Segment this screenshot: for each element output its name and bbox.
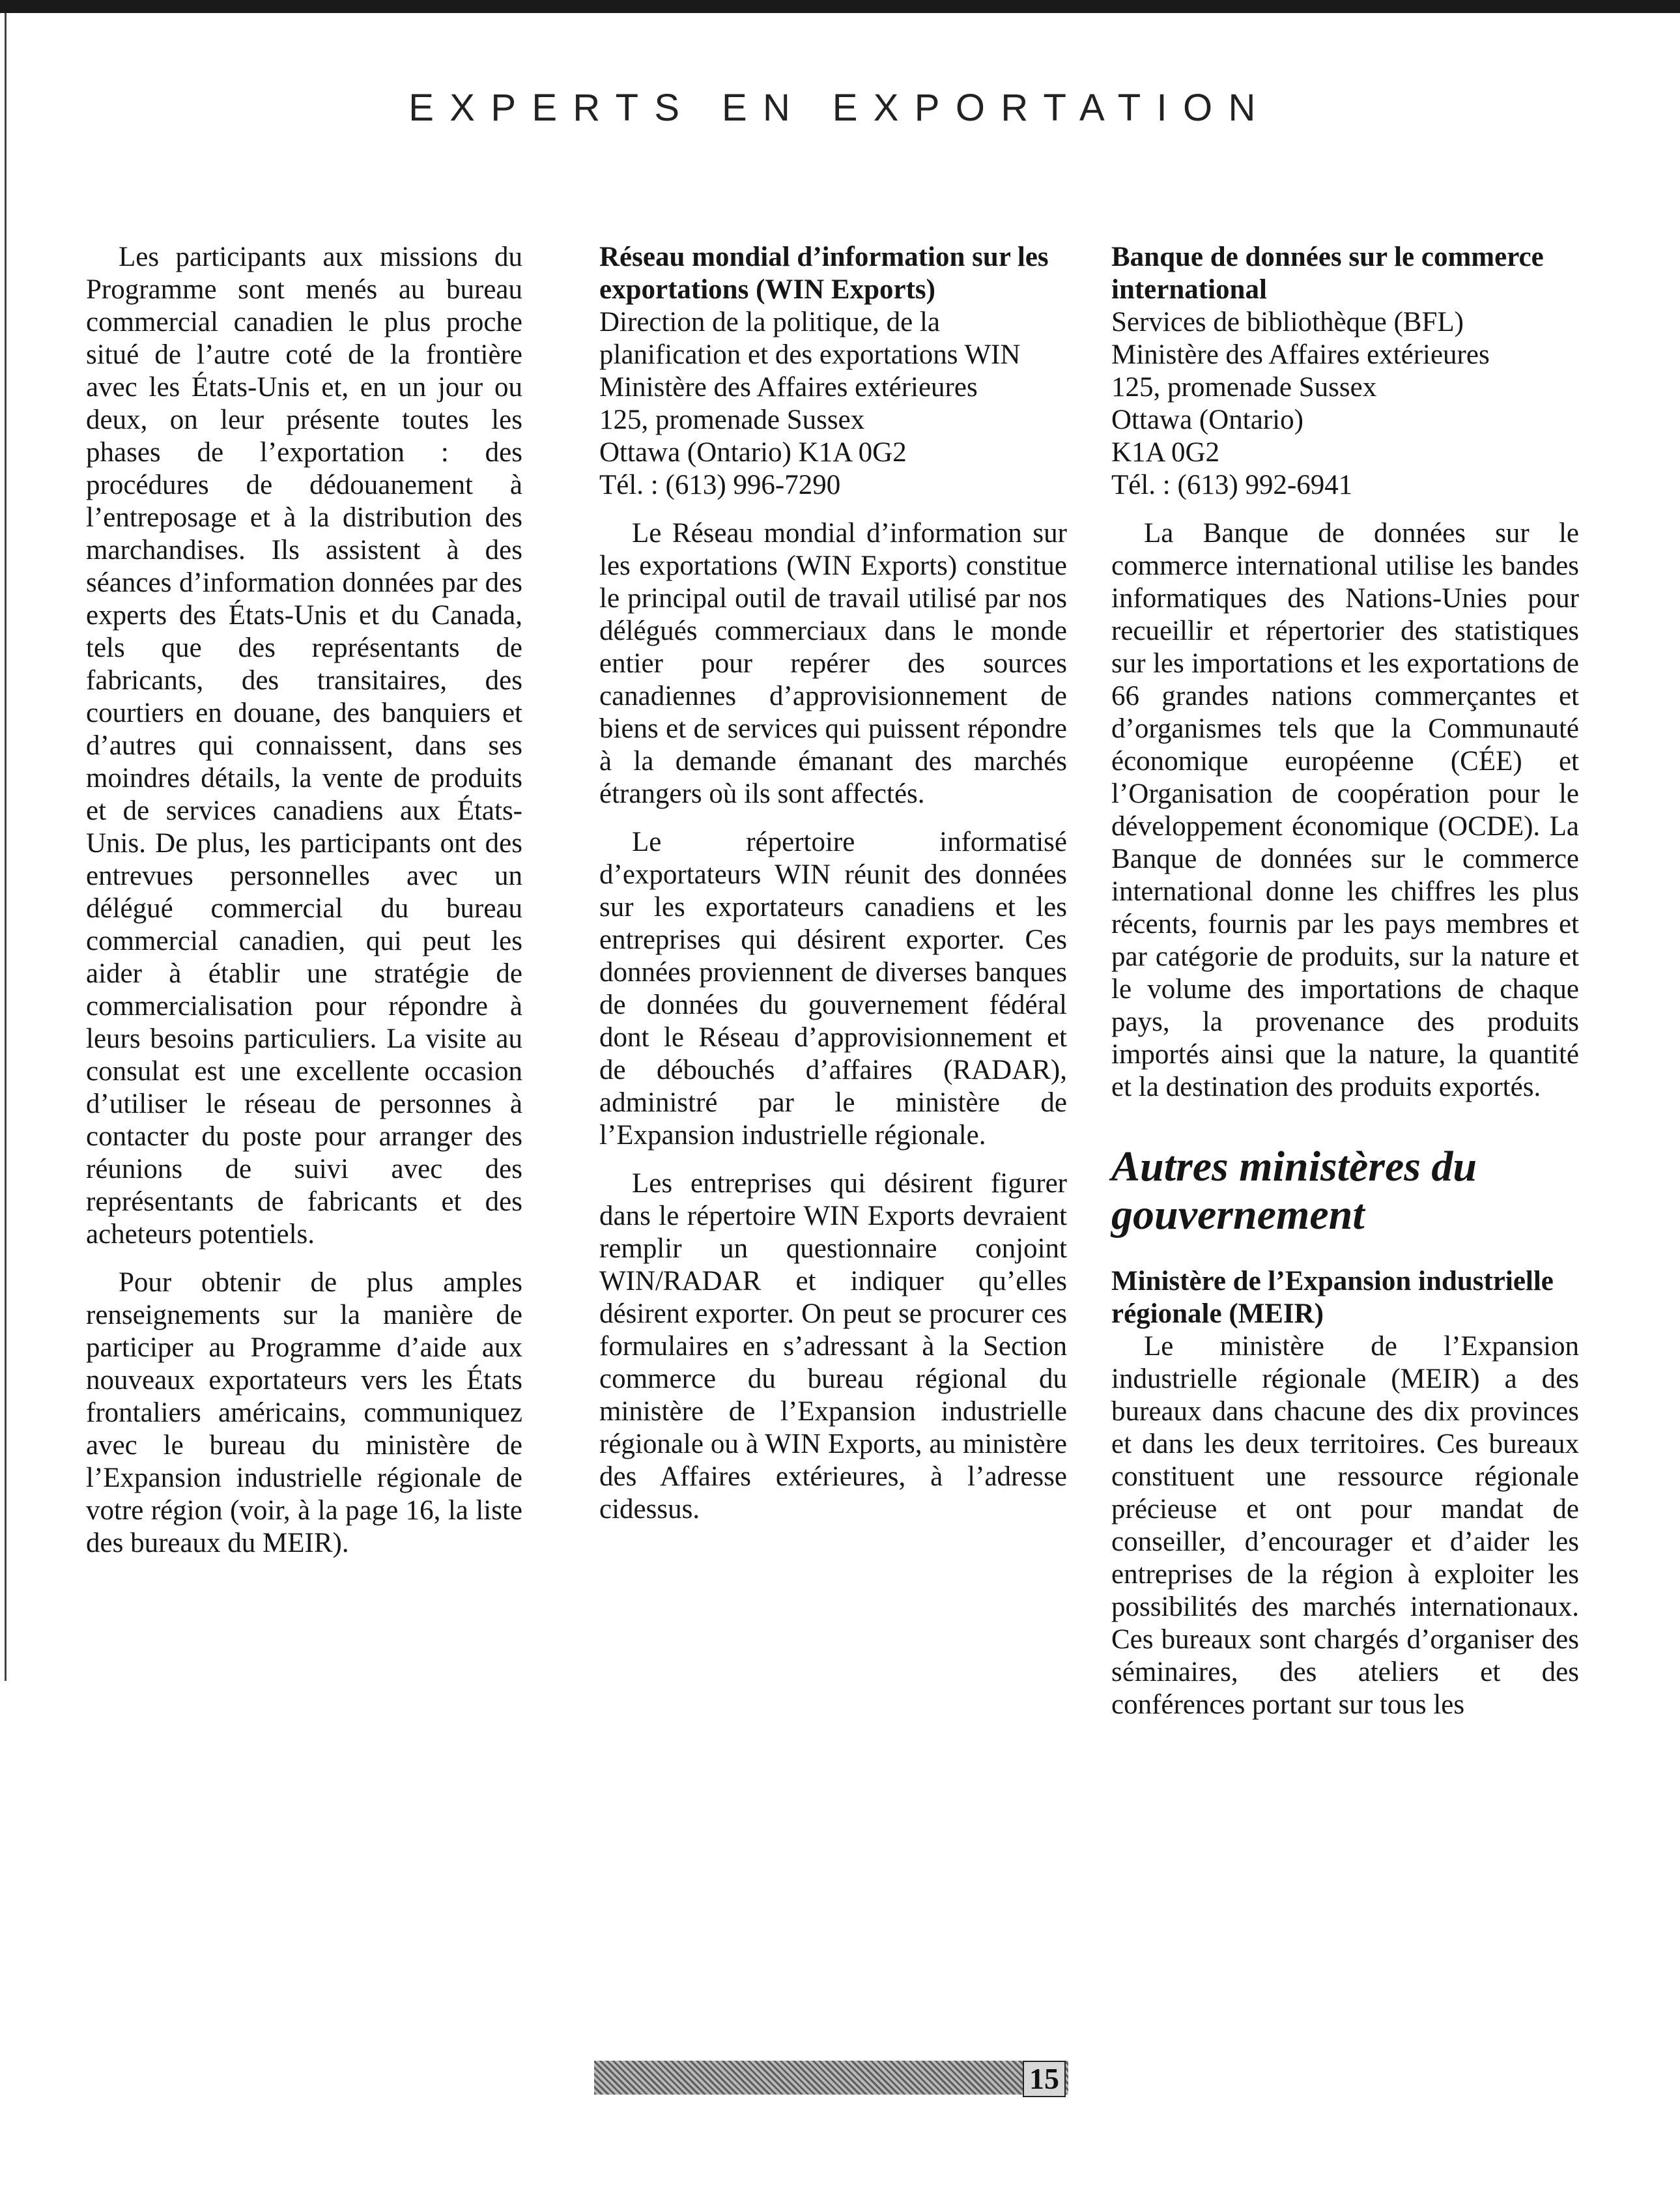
address-line: Tél. : (613) 996-7290 — [599, 470, 841, 500]
win-exports-address — [599, 306, 1067, 502]
col2-paragraph-1: Le Réseau mondial d’information sur les exportations (WIN Exports) constitue le principal outil de travail utilisé par nos délégués commerciaux dans le monde entier pour repérer des sources canadiennes d’approvisionnement de biens et de services qui puissent répondre à la demande émanant des marchés étrangers où ils sont affectés. — [599, 518, 1067, 809]
address-line: Ministère des Affaires extérieures — [599, 372, 978, 403]
win-exports-title: Réseau mondial d’information sur les exportations (WIN Exports) — [599, 242, 1049, 305]
col1-paragraph-2: Pour obtenir de plus amples renseignements sur la manière de participer au Programme d’aide aux nouveaux exportateurs vers les États frontaliers américains, communiquez avec le bureau du ministère de l’Expansion industrielle régionale de votre région (voir, à la page 16, la liste des bureaux du MEIR). — [86, 1267, 522, 1558]
column-3 — [1111, 241, 1579, 1737]
page-number: 15 — [1023, 2061, 1066, 2097]
address-line: Ottawa (Ontario) K1A 0G2 — [599, 437, 907, 468]
address-line: Services de bibliothèque (BFL) — [1111, 307, 1464, 337]
column-1 — [86, 241, 522, 1575]
address-line: 125, promenade Sussex — [1111, 372, 1377, 403]
left-margin-rule — [5, 13, 7, 1681]
footer-bar — [594, 2061, 1068, 2095]
col1-paragraph-1: Les participants aux missions du Programme sont menés au bureau commercial canadien le plus proche situé de l’autre coté de la frontière avec les États-Unis et, en un jour ou deux, on leur présente toutes les phases de l’exportation : des procédures de dédouanement à l’entreposage et à la distribution des marchandises. Ils assistent à des séances d’information données par des experts des États-Unis et du Canada, tels que des représentants de fabricants, des transitaires, des courtiers en douane, des banquiers et d’autres qui connaissent, dans ses moindres détails, la vente de produits et de services canadiens aux États-Unis. De plus, les participants ont des entrevues personnelles avec un délégué commercial du bureau commercial canadien, qui peut les aider à établir une stratégie de commercialisation pour répondre à leurs besoins particuliers. La visite au consulat est une excellente occasion d’utiliser le réseau de personnes à contacter du poste pour arranger des réunions de suivi avec des représentants de fabricants et des acheteurs potentiels. — [86, 242, 522, 1250]
running-head: EXPERTS EN EXPORTATION — [408, 87, 1272, 129]
col3-paragraph-2: Le ministère de l’Expansion industrielle régionale (MEIR) a des bureaux dans chacune des dix provinces et dans les deux territoires. Ces bureaux constituent une ressource régionale précieuse et ont pour mandat de conseiller, d’encourager et d’aider les entreprises de la région à exploiter les possibilités des marchés internationaux. Ces bureaux sont chargés d’organiser des séminaires, des ateliers et des conférences portant sur tous les — [1111, 1331, 1579, 1720]
address-line: K1A 0G2 — [1111, 437, 1220, 468]
trade-database-address — [1111, 306, 1579, 502]
col3-paragraph-1: La Banque de données sur le commerce international utilise les bandes informatiques des Nations-Unies pour recueillir et répertorier des statistiques sur les importations et les exportations de 66 grandes nations commerçantes et d’organismes tels que la Communauté économique européenne (CÉE) et l’Organisation de coopération pour le développement économique (OCDE). La Banque de données sur le commerce international donne les chiffres les plus récents, fournis par les pays membres et par catégorie de produits, sur la nature et le volume des importations de chaque pays, la provenance des produits importés ainsi que la nature, la quantité et la destination des produits exportés. — [1111, 518, 1579, 1102]
section-heading: Autres ministères du gouvernement — [1111, 1143, 1477, 1239]
top-rule — [0, 0, 1680, 13]
address-line: Direction de la politique, de la planification et des exportations WIN — [599, 307, 1021, 370]
address-line: 125, promenade Sussex — [599, 405, 865, 435]
address-line: Ministère des Affaires extérieures — [1111, 339, 1490, 370]
col2-paragraph-2: Le répertoire informatisé d’exportateurs WIN réunit des données sur les exportateurs canadiens et les entreprises qui désirent exporter. Ces données proviennent de diverses banques de données du gouvernement fédéral dont le Réseau d’approvisionnement et de débouchés d’affaires (RADAR), administré par le ministère de l’Expansion industrielle régionale. — [599, 827, 1067, 1151]
address-line: Tél. : (613) 992-6941 — [1111, 470, 1353, 500]
column-2 — [599, 241, 1067, 1541]
trade-database-title: Banque de données sur le commerce international — [1111, 242, 1544, 305]
meir-subheading: Ministère de l’Expansion industrielle régionale (MEIR) — [1111, 1266, 1554, 1329]
col2-paragraph-3: Les entreprises qui désirent figurer dans le répertoire WIN Exports devraient remplir un questionnaire conjoint WIN/RADAR et indiquer qu’elles désirent exporter. On peut se procurer ces formulaires en s’adressant à la Section commerce du bureau régional du ministère de l’Expansion industrielle régionale ou à WIN Exports, au ministère des Affaires extérieures, à l’adresse cidessus. — [599, 1168, 1067, 1525]
address-line: Ottawa (Ontario) — [1111, 405, 1303, 435]
